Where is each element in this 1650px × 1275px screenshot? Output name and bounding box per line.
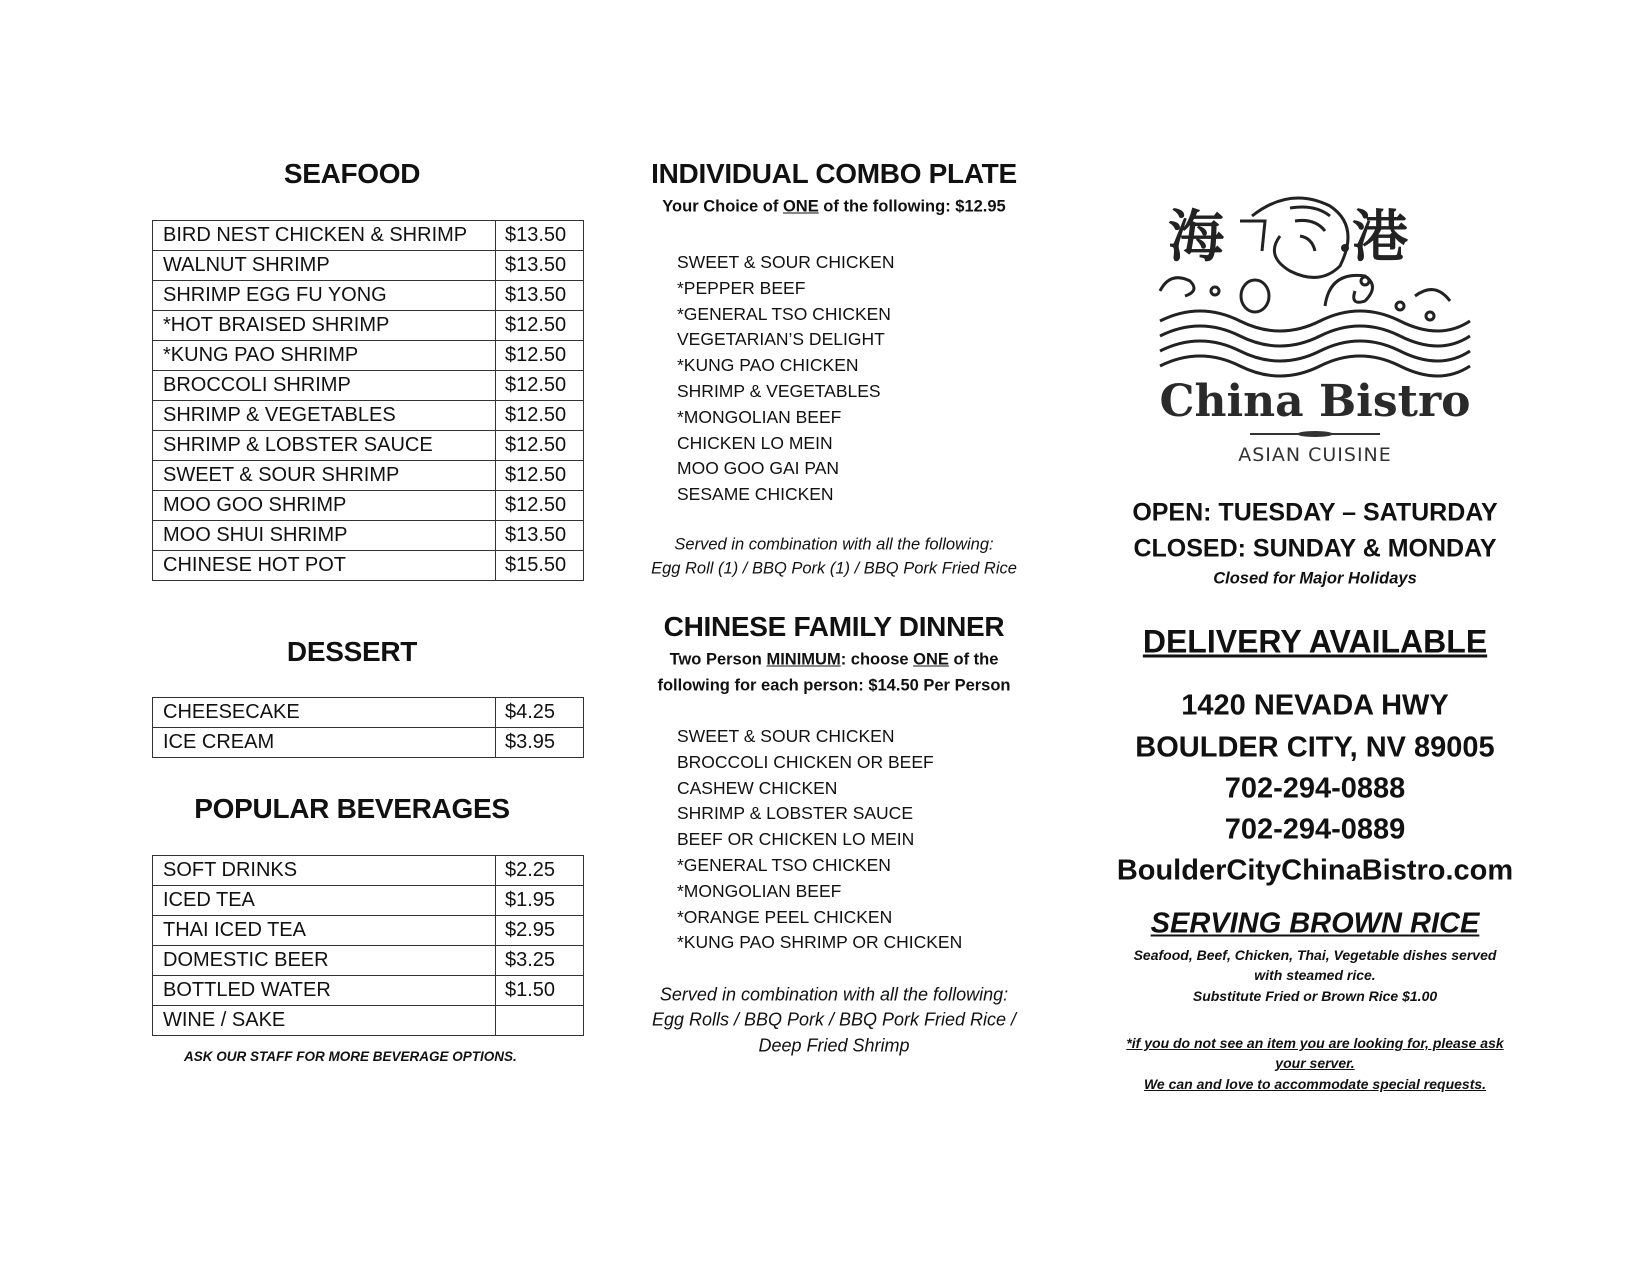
item-price	[496, 1006, 584, 1036]
item-price: $15.50	[496, 551, 584, 581]
list-item: BEEF OR CHICKEN LO MEIN	[677, 829, 915, 850]
list-item: MOO GOO GAI PAN	[677, 458, 840, 479]
item-name: *KUNG PAO SHRIMP	[153, 341, 496, 371]
item-price: $12.50	[496, 401, 584, 431]
item-name: DOMESTIC BEER	[153, 946, 496, 976]
item-name: SWEET & SOUR SHRIMP	[153, 461, 496, 491]
item-name: BROCCOLI SHRIMP	[153, 371, 496, 401]
beverages-heading: POPULAR BEVERAGES	[194, 793, 510, 824]
list-item: *ORANGE PEEL CHICKEN	[677, 906, 893, 927]
list-item: CASHEW CHICKEN	[677, 777, 838, 798]
item-price: $13.50	[496, 221, 584, 251]
logo-chinese-left: 海	[1168, 205, 1224, 270]
family-served-line-2: Egg Rolls / BBQ Pork / BBQ Pork Fried Rice /	[651, 1009, 1017, 1030]
beverages-note: ASK OUR STAFF FOR MORE BEVERAGE OPTIONS.	[184, 1049, 517, 1064]
menu-row	[153, 856, 584, 886]
item-price: $2.95	[496, 916, 584, 946]
family-subtitle-line-1: Two Person MINIMUM: choose ONE of the	[669, 650, 999, 669]
request-note-2: your server.	[1275, 1055, 1355, 1071]
item-name: ICED TEA	[153, 886, 496, 916]
menu-row	[153, 551, 584, 581]
item-name: WALNUT SHRIMP	[153, 251, 496, 281]
item-price: $13.50	[496, 251, 584, 281]
combo-heading: INDIVIDUAL COMBO PLATE	[651, 158, 1017, 189]
family-served-line-1: Served in combination with all the following:	[659, 984, 1009, 1005]
item-name: MOO SHUI SHRIMP	[153, 521, 496, 551]
family-list	[677, 724, 962, 956]
menu-row	[153, 341, 584, 371]
website: BoulderCityChinaBistro.com	[1116, 854, 1514, 887]
dessert-table	[152, 697, 584, 758]
logo-chinese-right: 港	[1352, 205, 1408, 270]
list-item: *GENERAL TSO CHICKEN	[677, 303, 891, 324]
list-item: SWEET & SOUR CHICKEN	[677, 252, 895, 272]
phone-2: 702-294-0889	[1224, 813, 1406, 846]
list-item: SESAME CHICKEN	[677, 484, 834, 505]
item-name: SOFT DRINKS	[153, 856, 496, 886]
seafood-heading: SEAFOOD	[283, 158, 421, 189]
item-price: $1.95	[496, 886, 584, 916]
china-bistro-logo	[1140, 176, 1490, 466]
combo-subtitle: Your Choice of ONE of the following: $12.95	[662, 197, 1006, 216]
list-item: VEGETARIAN’S DELIGHT	[677, 329, 885, 350]
address-line-1: 1420 NEVADA HWY	[1181, 689, 1449, 722]
open-days: OPEN: TUESDAY – SATURDAY	[1132, 498, 1498, 527]
request-note-1: *if you do not see an item you are looking for, please ask	[1126, 1035, 1504, 1051]
family-subtitle-line-2: following for each person: $14.50 Per Person	[657, 676, 1011, 695]
item-price: $12.50	[496, 431, 584, 461]
seafood-table	[152, 220, 584, 581]
list-item: *MONGOLIAN BEEF	[677, 880, 842, 901]
menu-row	[153, 976, 584, 1006]
combo-served-line-2: Egg Roll (1) / BBQ Pork (1) / BBQ Pork Fried Rice	[651, 559, 1017, 578]
family-served-line-3: Deep Fried Shrimp	[758, 1035, 910, 1056]
menu-row	[153, 946, 584, 976]
address-line-2: BOULDER CITY, NV 89005	[1135, 731, 1495, 764]
rice-line-1: Seafood, Beef, Chicken, Thai, Vegetable dishes served	[1133, 947, 1497, 963]
item-name: SHRIMP & VEGETABLES	[153, 401, 496, 431]
item-name: *HOT BRAISED SHRIMP	[153, 311, 496, 341]
item-price: $2.25	[496, 856, 584, 886]
combo-list	[677, 250, 895, 508]
list-item: SHRIMP & VEGETABLES	[677, 380, 881, 401]
menu-row	[153, 371, 584, 401]
item-name: BIRD NEST CHICKEN & SHRIMP	[153, 221, 496, 251]
item-name: MOO GOO SHRIMP	[153, 491, 496, 521]
fish-icon	[1240, 198, 1348, 277]
item-price: $3.95	[496, 728, 584, 758]
list-item: *KUNG PAO CHICKEN	[677, 355, 859, 376]
request-note-3: We can and love to accommodate special requests.	[1143, 1076, 1487, 1092]
menu-row	[153, 1006, 584, 1036]
list-item: *MONGOLIAN BEEF	[677, 406, 842, 427]
list-item: SHRIMP & LOBSTER SAUCE	[677, 803, 913, 824]
list-item: SWEET & SOUR CHICKEN	[677, 726, 895, 746]
item-price: $1.50	[496, 976, 584, 1006]
menu-row	[153, 401, 584, 431]
combo-served-line-1: Served in combination with all the following:	[674, 535, 994, 554]
menu-row	[153, 251, 584, 281]
holidays-note: Closed for Major Holidays	[1213, 569, 1417, 588]
item-name: BOTTLED WATER	[153, 976, 496, 1006]
delivery-available: DELIVERY AVAILABLE	[1142, 623, 1488, 660]
item-name: WINE / SAKE	[153, 1006, 496, 1036]
dessert-heading: DESSERT	[286, 636, 418, 667]
rice-line-3: Substitute Fried or Brown Rice $1.00	[1192, 988, 1438, 1004]
phone-1: 702-294-0888	[1224, 772, 1406, 805]
item-price: $13.50	[496, 521, 584, 551]
logo-name: China Bistro	[1159, 376, 1471, 427]
list-item: BROCCOLI CHICKEN OR BEEF	[677, 751, 934, 772]
menu-row	[153, 728, 584, 758]
menu-row	[153, 886, 584, 916]
beverages-table	[152, 855, 584, 1036]
list-item: *KUNG PAO SHRIMP OR CHICKEN	[677, 932, 963, 953]
menu-row	[153, 311, 584, 341]
menu-row	[153, 281, 584, 311]
item-price: $12.50	[496, 491, 584, 521]
item-price: $4.25	[496, 698, 584, 728]
logo-tagline: ASIAN CUISINE	[1238, 444, 1392, 466]
menu-row	[153, 461, 584, 491]
item-price: $12.50	[496, 311, 584, 341]
family-heading: CHINESE FAMILY DINNER	[663, 611, 1005, 642]
list-item: CHICKEN LO MEIN	[677, 432, 833, 453]
item-price: $12.50	[496, 341, 584, 371]
item-name: ICE CREAM	[153, 728, 496, 758]
menu-row	[153, 491, 584, 521]
menu-row	[153, 431, 584, 461]
list-item: *GENERAL TSO CHICKEN	[677, 854, 891, 875]
menu-row	[153, 521, 584, 551]
serving-brown-rice: SERVING BROWN RICE	[1150, 907, 1480, 940]
rice-line-2: with steamed rice.	[1254, 967, 1376, 983]
item-name: THAI ICED TEA	[153, 916, 496, 946]
item-price: $12.50	[496, 371, 584, 401]
menu-row	[153, 221, 584, 251]
closed-days: CLOSED: SUNDAY & MONDAY	[1133, 534, 1497, 563]
item-name: SHRIMP EGG FU YONG	[153, 281, 496, 311]
item-price: $12.50	[496, 461, 584, 491]
waves-icon	[1160, 275, 1470, 376]
item-name: CHINESE HOT POT	[153, 551, 496, 581]
menu-row	[153, 916, 584, 946]
item-price: $3.25	[496, 946, 584, 976]
item-name: SHRIMP & LOBSTER SAUCE	[153, 431, 496, 461]
item-price: $13.50	[496, 281, 584, 311]
item-name: CHEESECAKE	[153, 698, 496, 728]
list-item: *PEPPER BEEF	[677, 277, 806, 298]
menu-row	[153, 698, 584, 728]
